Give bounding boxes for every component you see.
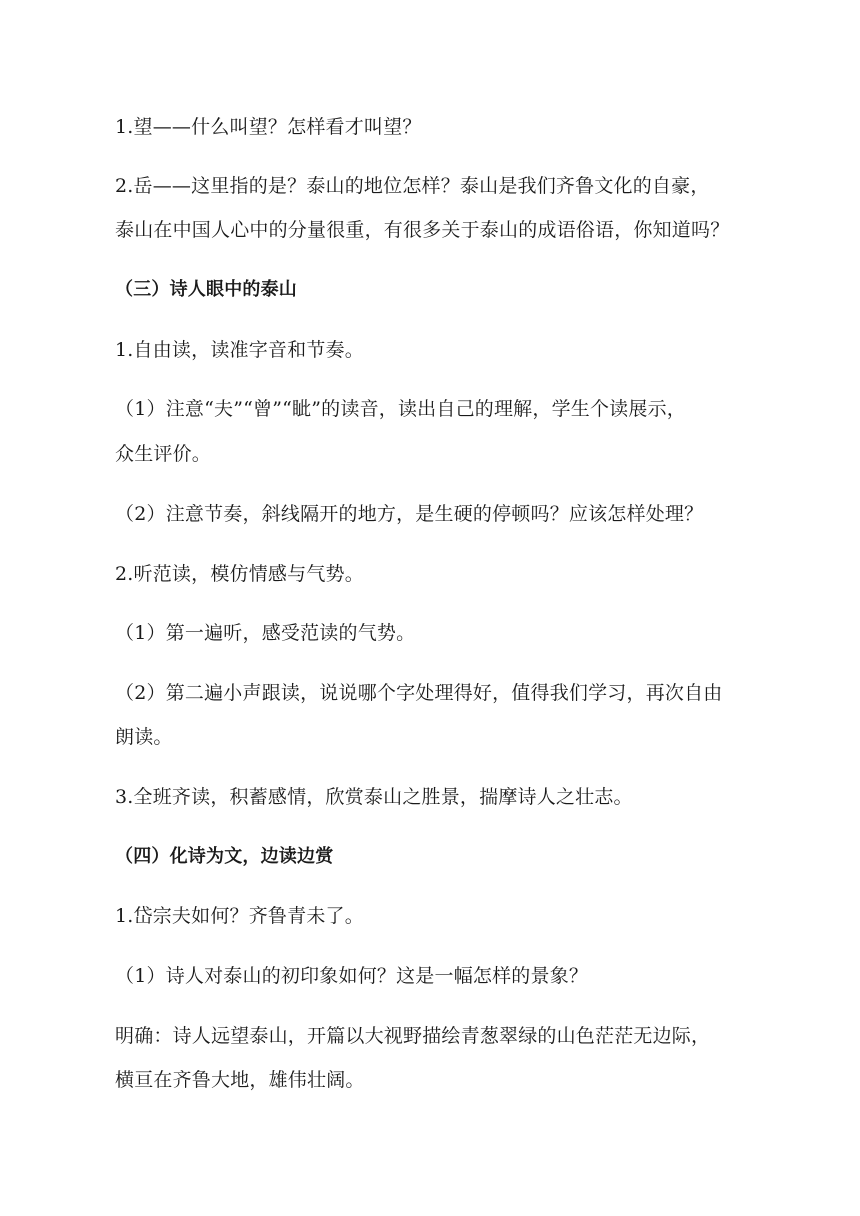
subitem-second-listen: （2）第二遍小声跟读，说说哪个字处理得好，值得我们学习，再次自由	[115, 682, 723, 704]
item-wang-question: 1.望——什么叫望？怎样看才叫望？	[115, 116, 422, 138]
item-daizong: 1.岱宗夫如何？齐鲁青未了。	[115, 905, 364, 927]
item-free-reading: 1.自由读，读准字音和节奏。	[115, 339, 364, 361]
item-yue-question-continued: 泰山在中国人心中的分量很重，有很多关于泰山的成语俗语，你知道吗？	[115, 219, 730, 241]
subitem-first-impression: （1）诗人对泰山的初印象如何？这是一幅怎样的景象？	[115, 965, 589, 987]
subitem-second-listen-continued: 朗读。	[115, 726, 173, 748]
subitem-pronunciation-continued: 众生评价。	[115, 443, 212, 465]
section-heading-3: （三）诗人眼中的泰山	[115, 279, 297, 300]
subitem-first-listen: （1）第一遍听，感受范读的气势。	[115, 622, 416, 644]
item-model-reading: 2.听范读，模仿情感与气势。	[115, 563, 364, 585]
answer-clarification: 明确：诗人远望泰山，开篇以大视野描绘青葱翠绿的山色茫茫无边际，	[115, 1025, 711, 1047]
subitem-rhythm: （2）注意节奏，斜线隔开的地方，是生硬的停顿吗？应该怎样处理？	[115, 503, 704, 525]
item-yue-question: 2.岳——这里指的是？泰山的地位怎样？泰山是我们齐鲁文化的自豪，	[115, 175, 710, 197]
subitem-pronunciation: （1）注意“夫”“曾”“眦”的读音，读出自己的理解，学生个读展示，	[115, 398, 686, 420]
section-heading-4: （四）化诗为文，边读边赏	[115, 846, 334, 867]
item-class-reading: 3.全班齐读，积蓄感情，欣赏泰山之胜景，揣摩诗人之壮志。	[115, 786, 633, 808]
answer-clarification-continued: 横亘在齐鲁大地，雄伟壮阔。	[115, 1069, 365, 1091]
